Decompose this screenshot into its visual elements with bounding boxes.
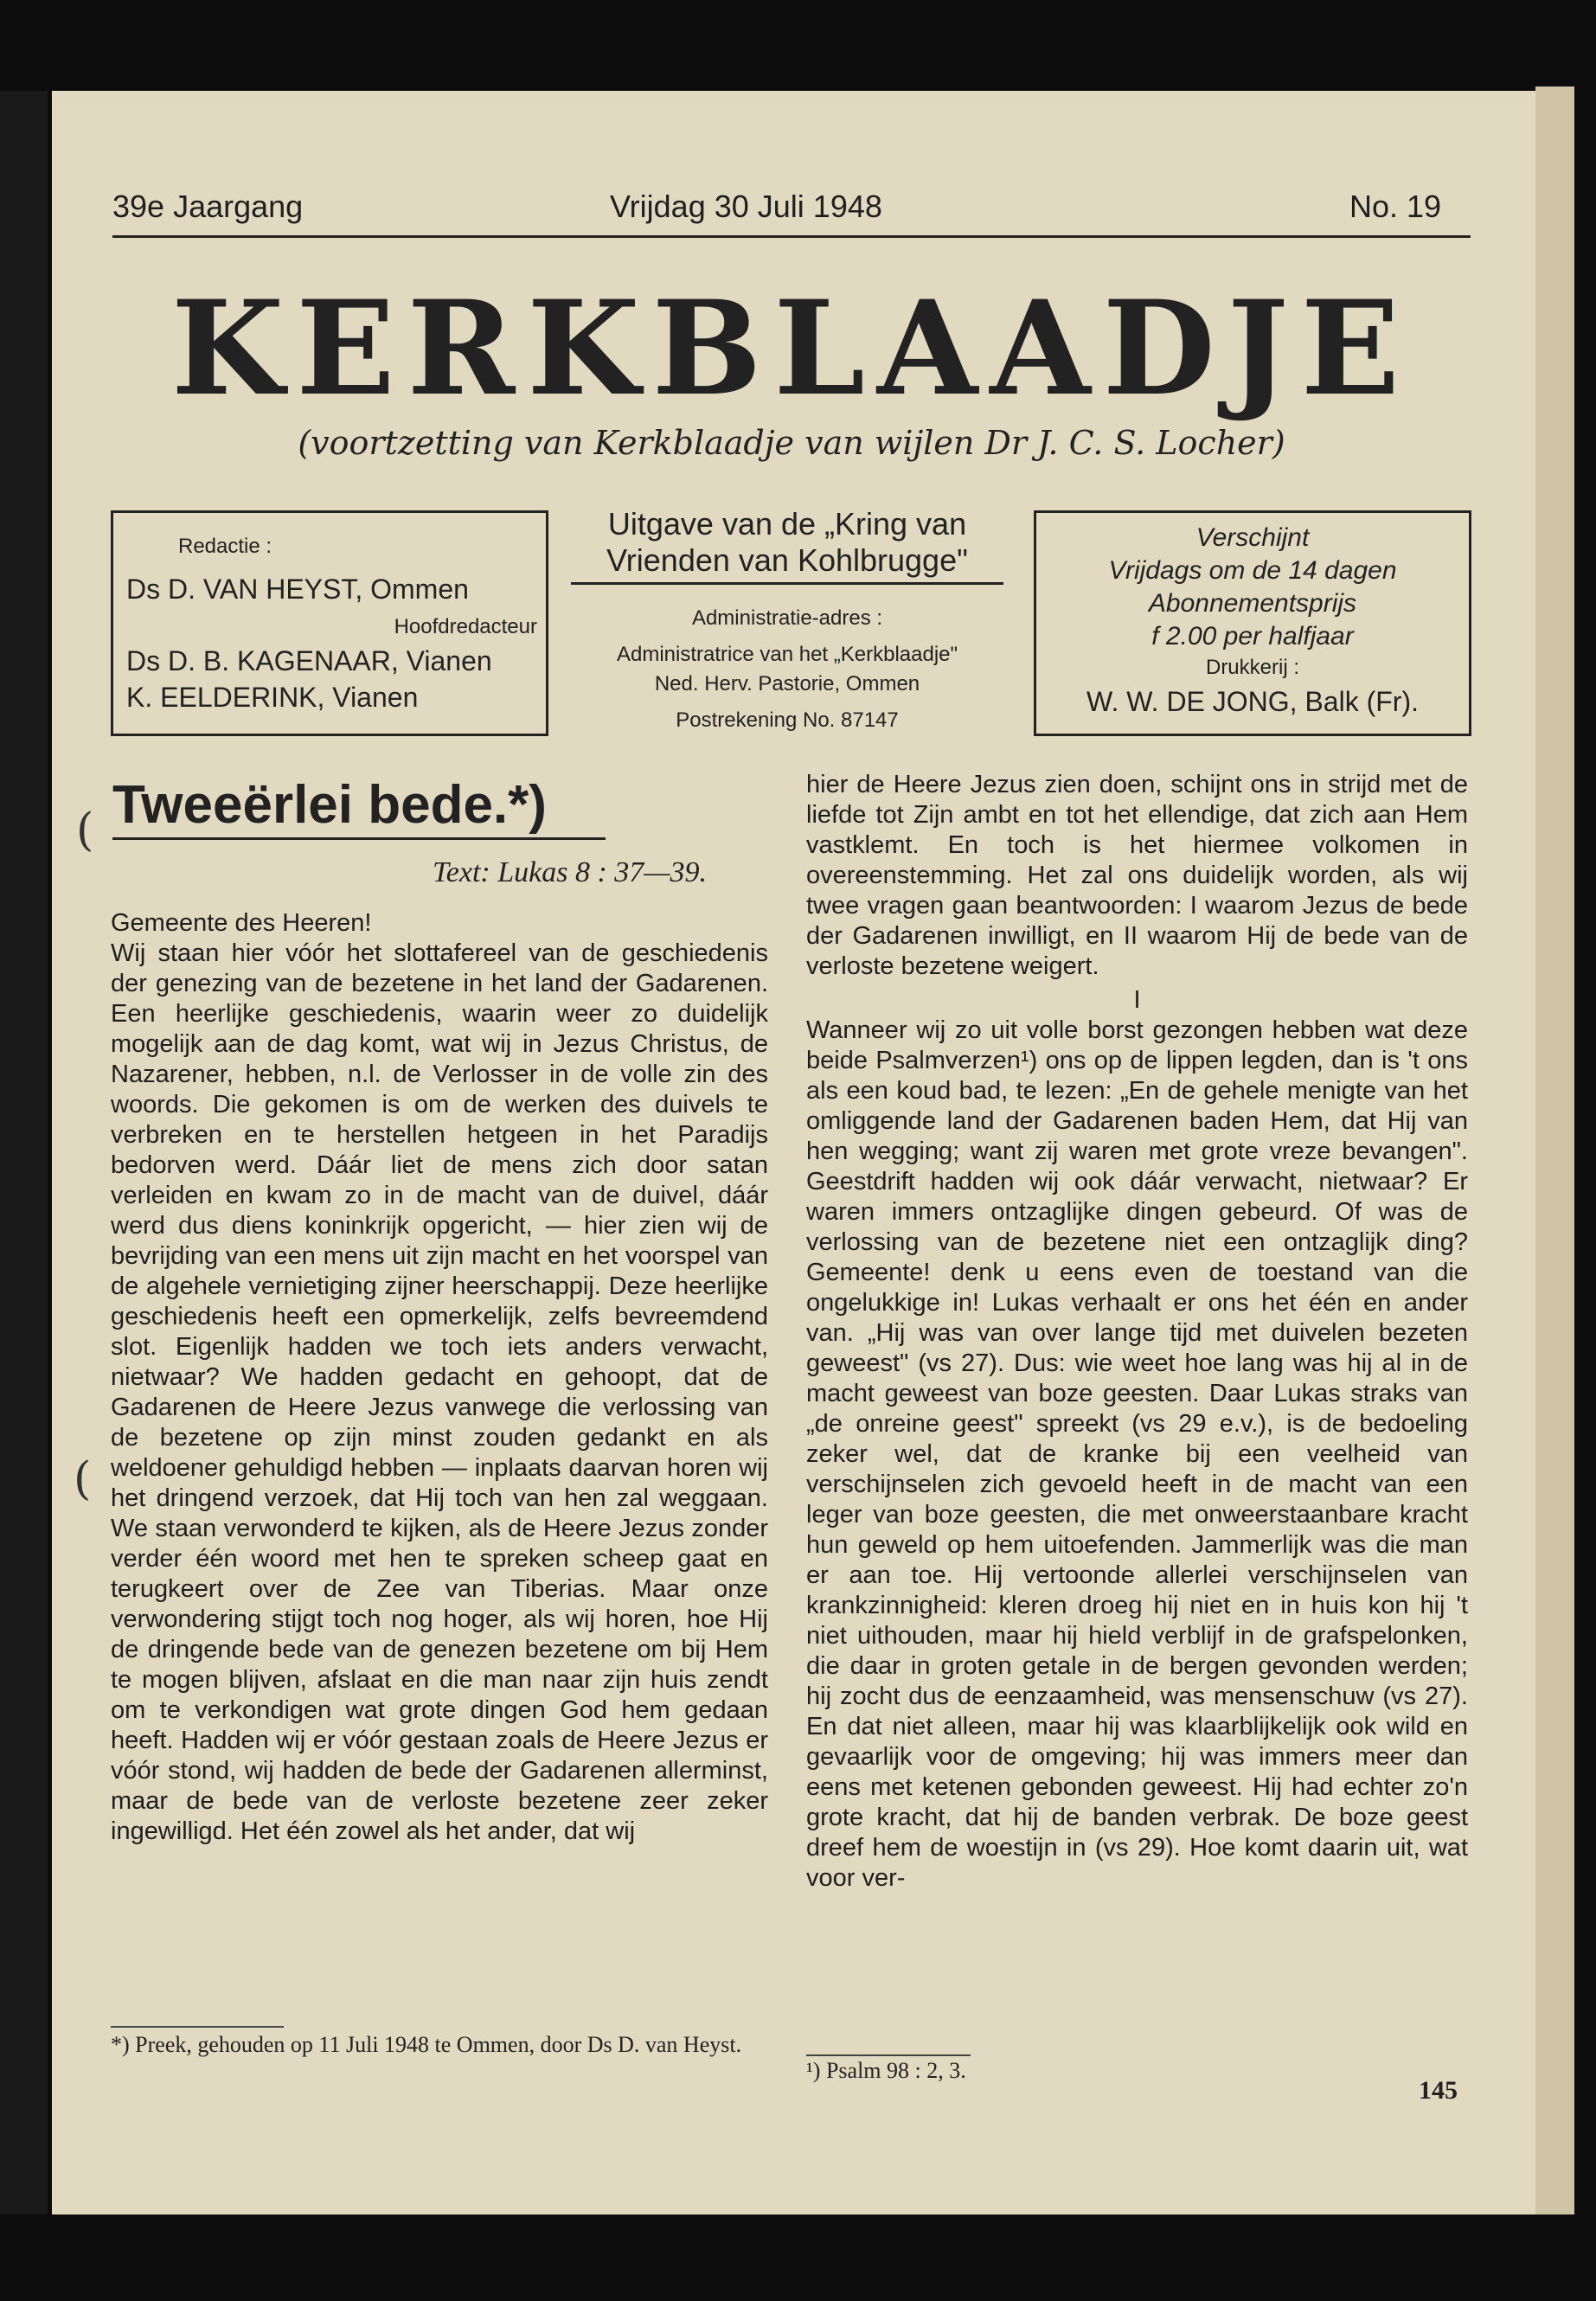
masthead-subtitle: (voortzetting van Kerkblaadje van wijlen Dr J. C. S. Locher) bbox=[298, 424, 1285, 462]
page-number: 145 bbox=[1419, 2076, 1458, 2105]
article-title-rule bbox=[112, 837, 606, 840]
admin-line1: Administratrice van het „Kerkblaadje" bbox=[616, 643, 958, 666]
margin-mark-2: ( bbox=[74, 1453, 92, 1505]
right-footnote: ¹) Psalm 98 : 2, 3. bbox=[806, 2058, 966, 2083]
verschijnt-box bbox=[1034, 510, 1471, 736]
verschijnt-line3: Abonnementsprijs bbox=[1148, 589, 1357, 618]
text-reference: Text: Lukas 8 : 37—39. bbox=[433, 856, 708, 888]
section-numeral: I bbox=[1133, 986, 1141, 1014]
verschijnt-line1: Verschijnt bbox=[1195, 523, 1310, 552]
right-intro-text: hier de Heere Jezus zien doen, schijnt ons in strijd met de liefde tot Zijn ambt en tot het ellendige, dat zich aan Hem vastklemt. En toch is het hiermee volkomen in overeenstemming. Het zal ons duidelijk worden, als wij twee vragen gaan beantwoorden: I waarom Jezus de bede der Gadarenen inwilligt, en II waarom Hij de bede van de verloste bezetene weigert. bbox=[806, 771, 1468, 980]
verschijnt-line4: f 2.00 per halfjaar bbox=[1151, 622, 1354, 651]
margin-mark-1: ( bbox=[76, 804, 94, 856]
redactie-line1: Ds D. VAN HEYST, Ommen bbox=[126, 574, 469, 605]
left-footnote: *) Preek, gehouden op 11 Juli 1948 te Ommen, door Ds D. van Heyst. bbox=[111, 2032, 742, 2057]
header-rule bbox=[112, 235, 1471, 238]
page-edge bbox=[1535, 87, 1574, 2214]
right-body-text: Wanneer wij zo uit volle borst gezongen hebben wat deze beide Psalmverzen¹) ons op de lippen legden, dan is 't ons als een koud bad, te lezen: „En de gehele menigte van het omliggende land der Gadarenen baden Hem, dat Hij van hen wegging; want zij waren met grote vreze bevangen". Geestdrift hadden wij ook dáár verwacht, nietwaar? Er waren immers ontzaglijke dingen gebeurd. Of was de verlossing van de bezetene niet een ontzaglijk ding? Gemeente! denk u eens even de toestand van die ongelukkige in! Lukas verhaalt er ons het één en ander van. „Hij was van over lange tijd met duivelen bezeten geweest" (vs 27). Dus: wie weet hoe lang was hij al in de macht geweest van boze geesten. Daar Lukas straks van „de onreine geest" spreekt (vs 29 e.v.), is de bedoeling zeker wel, dat de kranke bij een veelheid van verschijnselen zich gevoeld heeft in de macht van een leger van boze geesten, die met onweerstaanbare kracht hun geweld op hem uitoefenden. Jammerlijk was die man er aan toe. Hij vertoonde allerlei verschijnselen van krankzinnigheid: kleren droeg hij niet en in huis kon hij 't niet uithouden, maar hij hield verblijf in de grafspelonken, die daar in groten getale in de bergen gevonden werden; hij zocht dus de eenzaamheid, was mensenschuw (vs 27). En dat niet alleen, maar hij was klaarblijkelijk ook wild en gevaarlijk voor de omgeving; hij was immers meer dan eens met ketenen gebonden geweest. Hij had echter zo'n grote kracht, dat hij de banden verbrak. De boze geest dreef hem de woestijn in (vs 29). Hoe komt daarin uit, wat voor ver- bbox=[806, 1016, 1468, 1892]
admin-label: Administratie-adres : bbox=[691, 606, 883, 630]
uitgave-block bbox=[554, 506, 1021, 735]
left-footnote-rule bbox=[111, 2026, 284, 2028]
uitgave-line2: Vrienden van Kohlbrugge" bbox=[606, 542, 968, 578]
postrekening: Postrekening No. 87147 bbox=[676, 708, 899, 732]
issue-number: No. 19 bbox=[1349, 189, 1442, 224]
drukkerij-label: Drukkerij : bbox=[1205, 656, 1299, 679]
admin-line2: Ned. Herv. Pastorie, Ommen bbox=[654, 672, 920, 695]
salutation: Gemeente des Heeren! bbox=[111, 909, 372, 937]
verschijnt-line2: Vrijdags om de 14 dagen bbox=[1108, 556, 1397, 585]
article-title: Tweeërlei bede.*) bbox=[112, 775, 547, 835]
right-footnote-rule bbox=[806, 2054, 971, 2056]
left-body-text: Wij staan hier vóór het slottafereel van de geschiedenis der genezing van de bezetene in het land der Gadarenen. Een heerlijke geschiedenis, waarin weer zo duidelijk mogelijk aan de dag komt, wat wij in Jezus Christus, de Nazarener, hebben, n.l. de Verlosser in de volle zin des woords. Die gekomen is om de werken des duivels te verbreken en te herstellen hetgeen in het Paradijs bedorven werd. Dáár liet de mens zich door satan verleiden en kwam zo in de macht van de duivel, dáár werd dus diens koninkrijk opgericht, — hier zien wij de bevrijding van een mens uit zijn macht en het voorspel van de algehele vernietiging zijner heerschappij. Deze heerlijke geschiedenis heeft een opmerkelijk, zelfs bevreemdend slot. Eigenlijk hadden we toch iets anders verwacht, nietwaar? We hadden gedacht en gehoopt, dat de Gadarenen de Heere Jezus vanwege die verlossing van de bezetene op zijn minst zouden gedankt en als weldoener gehuldigd hebben — inplaats daarvan horen wij het dringend verzoek, dat Hij toch van hen zal weggaan. We staan verwonderd te kijken, als de Heere Jezus zonder verder één woord met hen te spreken scheep gaat en terugkeert over de Zee van Tiberias. Maar onze verwondering stijgt toch nog hoger, als wij horen, hoe Hij de dringende bede van de genezen bezetene om bij Hem te mogen blijven, afslaat en die man naar zijn huis zendt om te verkondigen wat grote dingen God hem gedaan heeft. Hadden wij er vóór gestaan zoals de Heere Jezus er vóór stond, wij hadden de bede der Gadarenen allerminst, maar de bede van de verloste bezetene zeer zeker ingewilligd. Het één zowel als het ander, dat wij bbox=[111, 939, 768, 1845]
redactie-box bbox=[111, 510, 548, 736]
uitgave-line1: Uitgave van de „Kring van bbox=[607, 506, 967, 542]
redactie-label: Redactie : bbox=[178, 535, 272, 558]
redactie-line2: Ds D. B. KAGENAAR, Vianen bbox=[126, 645, 492, 676]
masthead-title: KERKBLAADJE bbox=[170, 272, 1413, 425]
issue-date: Vrijdag 30 Juli 1948 bbox=[610, 189, 882, 224]
scan-border bbox=[0, 91, 48, 2214]
volume-label: 39e Jaargang bbox=[112, 189, 304, 224]
right-column bbox=[806, 770, 1468, 1894]
drukkerij-name: W. W. DE JONG, Balk (Fr). bbox=[1086, 686, 1419, 717]
uitgave-rule bbox=[571, 582, 1003, 585]
redactie-line3: K. EELDERINK, Vianen bbox=[126, 682, 419, 713]
redactie-role: Hoofdredacteur bbox=[394, 615, 537, 638]
left-column bbox=[111, 908, 768, 1847]
